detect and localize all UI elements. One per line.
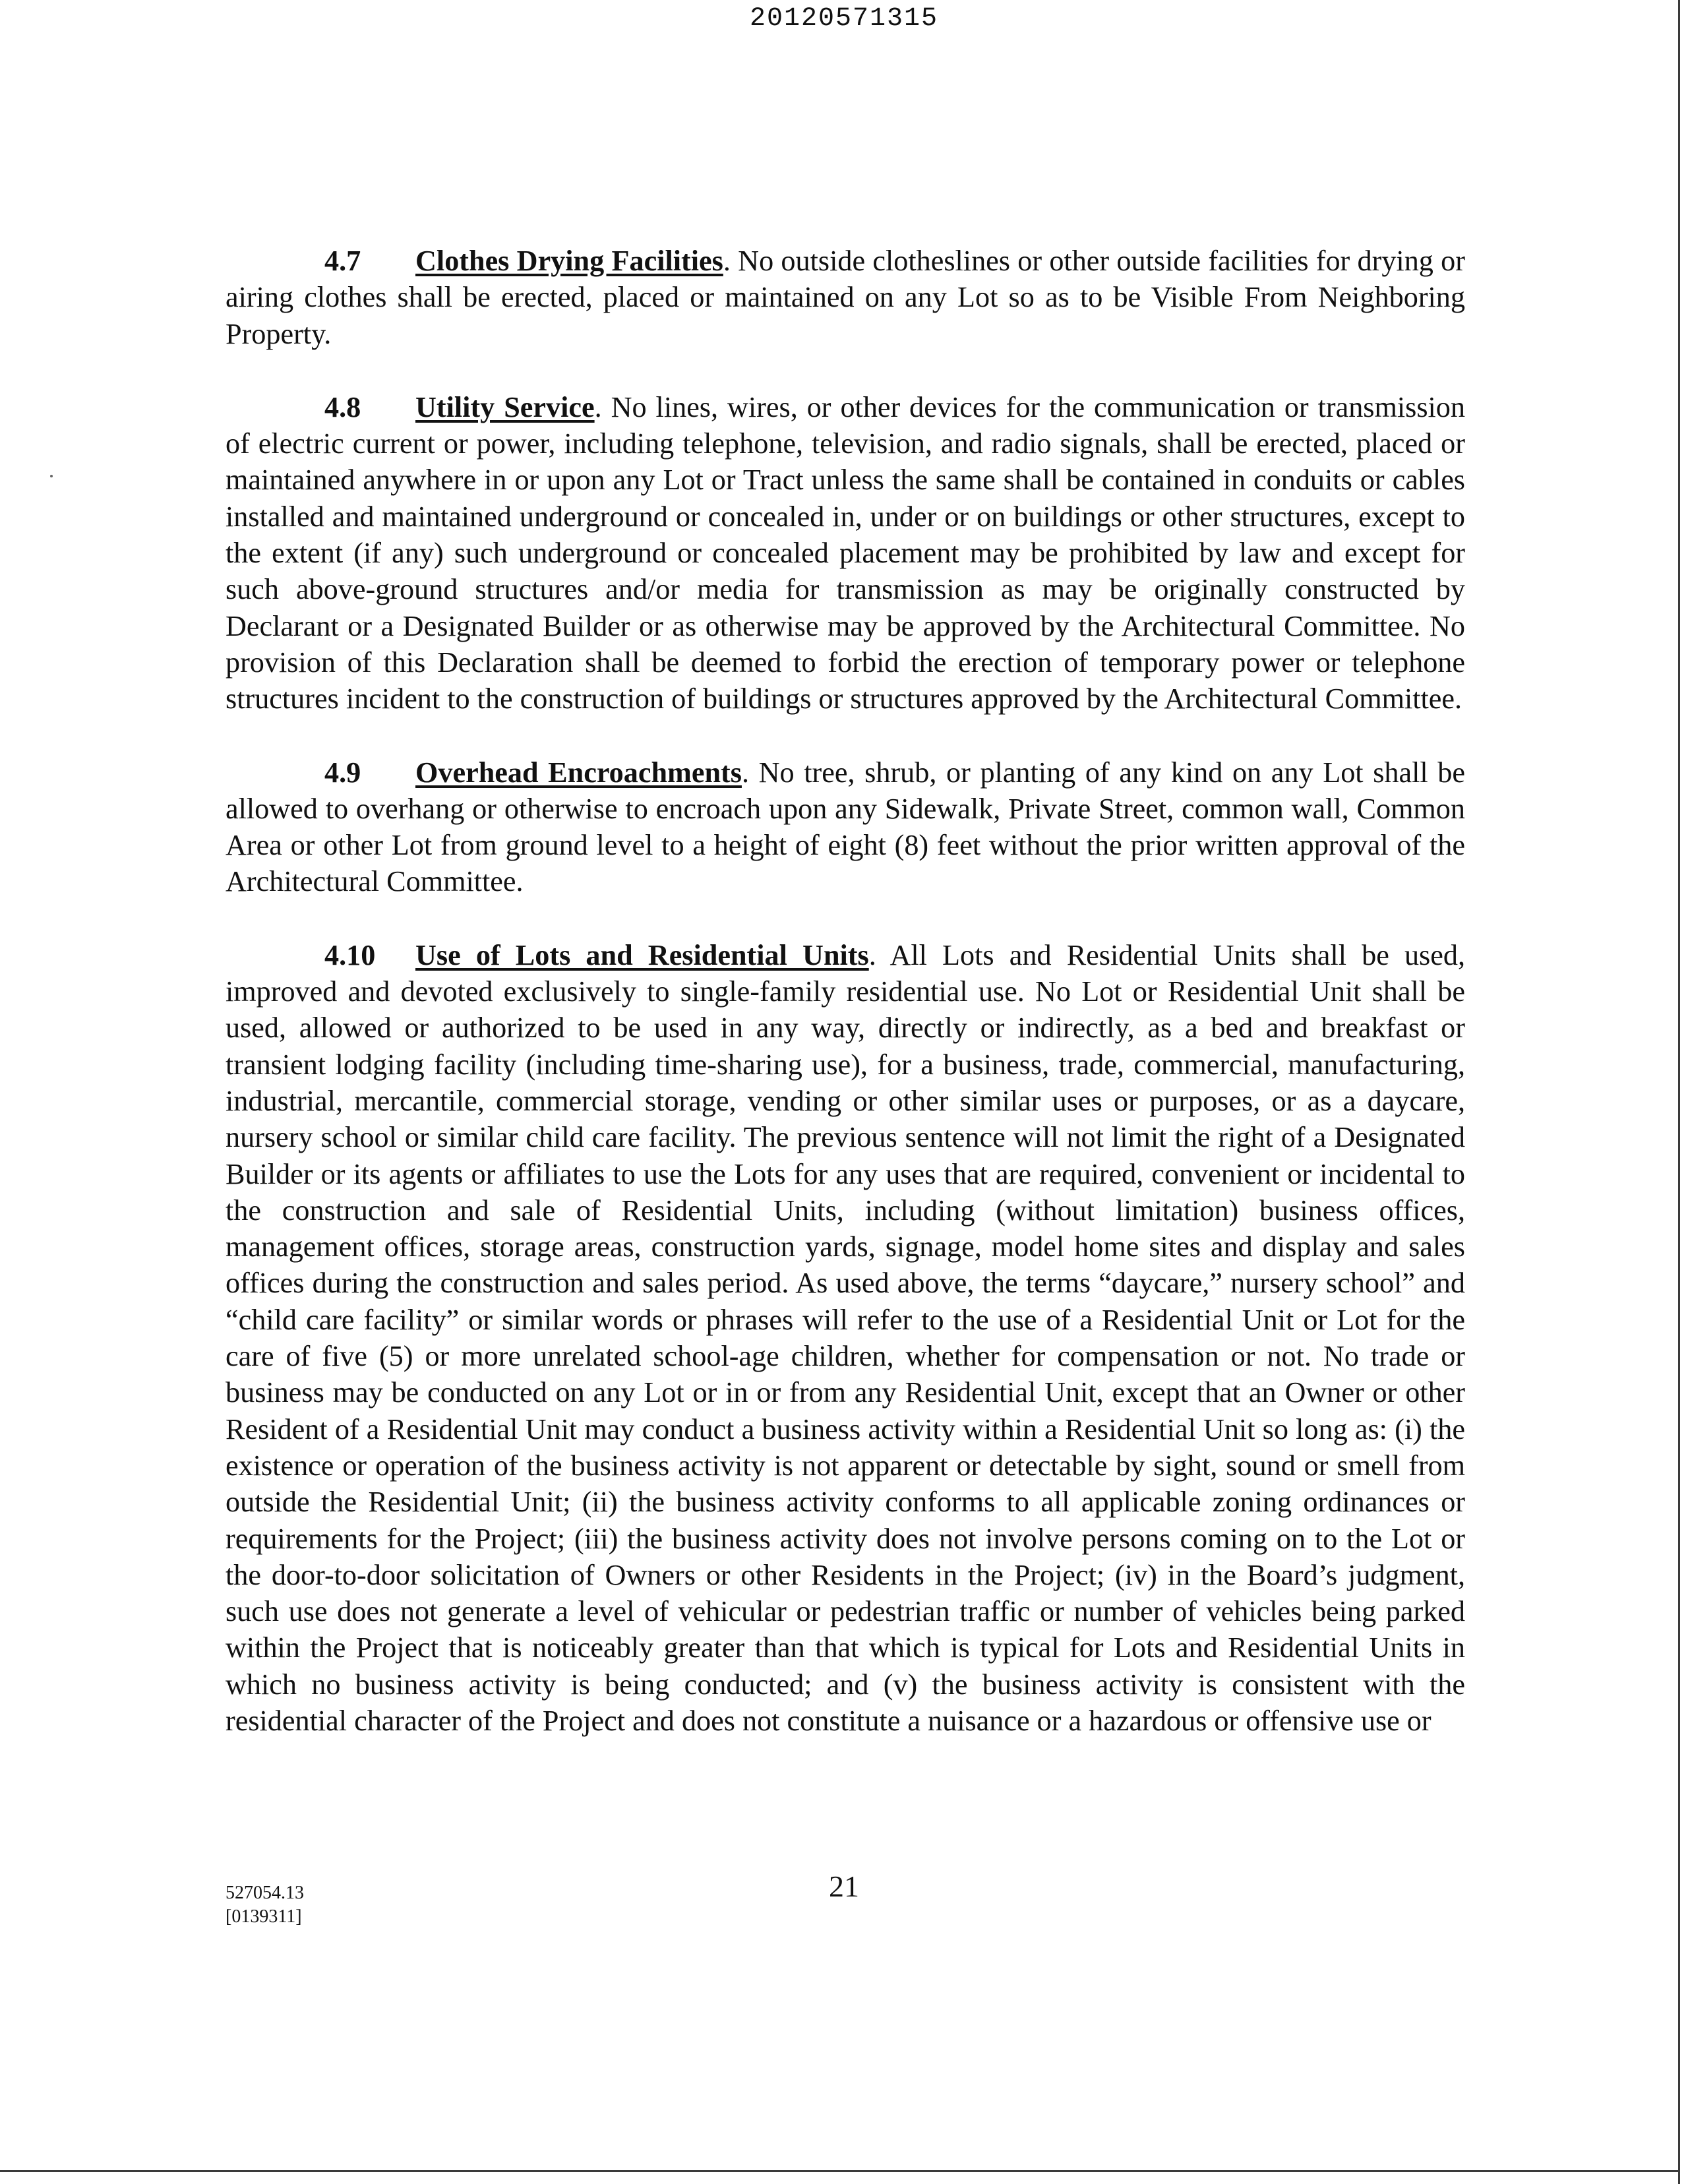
page-number: 21	[829, 1869, 859, 1903]
section-text: . All Lots and Residential Units shall be used, improved and devoted exclusively to single-family residential use. No Lot or Residential Unit shall be used, allowed or authorized to be used in any way, directly or indirectly, as a bed and breakfast or transient lodging facility (including time-sharing use), for a business, trade, commercial, manufacturing, industrial, mercantile, commercial storage, vending or other similar uses or purposes, or as a daycare, nursery school or similar child care facility. The previous sentence will not limit the right of a Designated Builder or its agents or affiliates to use the Lots for any uses that are required, convenient or incidental to the construction and sale of Residential Units, including (without limitation) business offices, management offices, storage areas, construction yards, signage, model home sites and display and sales offices during the construction and sales period. As used above, the terms “daycare,” nursery school” and “child care facility” or similar words or phrases will refer to the use of a Residential Unit or Lot for the care of five (5) or more unrelated school-age children, whether for compensation or not. No trade or business may be conducted on any Lot or in or from any Residential Unit, except that an Owner or other Resident of a Residential Unit may conduct a business activity within a Residential Unit so long as: (i) the existence or operation of the business activity is not apparent or detectable by sight, sound or smell from outside the Residential Unit; (ii) the business activity conforms to all applicable zoning ordinances or requirements for the Project; (iii) the business activity does not involve persons coming on to the Lot or the door-to-door solicitation of Owners or other Residents in the Project; (iv) in the Board’s judgment, such use does not generate a level of vehicular or pedestrian traffic or number of vehicles being parked within the Project that is noticeably greater than that which is typical for Lots and Residential Units in which no business activity is being conducted; and (v) the business activity is consistent with the residential character of the Project and does not constitute a nuisance or a hazardous or offensive use or	[226, 938, 1465, 1737]
recording-number: 20120571315	[749, 4, 939, 34]
section-4-9	[226, 754, 1465, 900]
section-text: . No lines, wires, or other devices for the communication or transmission of electric current or power, including telephone, television, and radio signals, shall be erected, placed or maintained anywhere in or upon any Lot or Tract unless the same shall be contained in conduits or cables installed and maintained underground or concealed in, under or on buildings or other structures, except to the extent (if any) such underground or concealed placement may be prohibited by law and except for such above-ground structures and/or media for transmission as may be originally constructed by Declarant or a Designated Builder or as otherwise may be approved by the Architectural Committee. No provision of this Declaration shall be deemed to forbid the erection of temporary power or telephone structures incident to the construction of buildings or structures approved by the Architectural Committee.	[226, 390, 1465, 715]
section-heading: Use of Lots and Residential Units	[415, 938, 869, 971]
section-number: 4.10	[324, 938, 376, 971]
section-4-8	[226, 389, 1465, 717]
section-number: 4.7	[324, 245, 361, 277]
section-4-10	[226, 937, 1465, 1740]
section-4-7	[226, 243, 1465, 352]
footer-doc-number: 527054.13	[226, 1883, 304, 1903]
page-edge-bottom	[0, 2170, 1680, 2172]
section-text: . No outside clotheslines or other outside facilities for drying or airing clothes shall be erected, placed or maintained on any Lot so as to be Visible From Neighboring Property.	[226, 245, 1465, 350]
section-heading: Utility Service	[415, 390, 595, 423]
footer-doc-code: [0139311]	[226, 1906, 302, 1927]
section-text: . No tree, shrub, or planting of any kind on any Lot shall be allowed to overhang or otherwise to encroach upon any Sidewalk, Private Street, common wall, Common Area or other Lot from ground level to a height of eight (8) feet without the prior written approval of the Architectural Committee.	[226, 756, 1465, 898]
scan-speck	[50, 475, 53, 477]
page-edge-right	[1678, 0, 1680, 2184]
section-number: 4.8	[324, 390, 361, 423]
section-heading: Clothes Drying Facilities	[415, 245, 723, 277]
section-number: 4.9	[324, 756, 361, 789]
section-heading: Overhead Encroachments	[415, 756, 742, 789]
document-body	[226, 243, 1465, 1776]
